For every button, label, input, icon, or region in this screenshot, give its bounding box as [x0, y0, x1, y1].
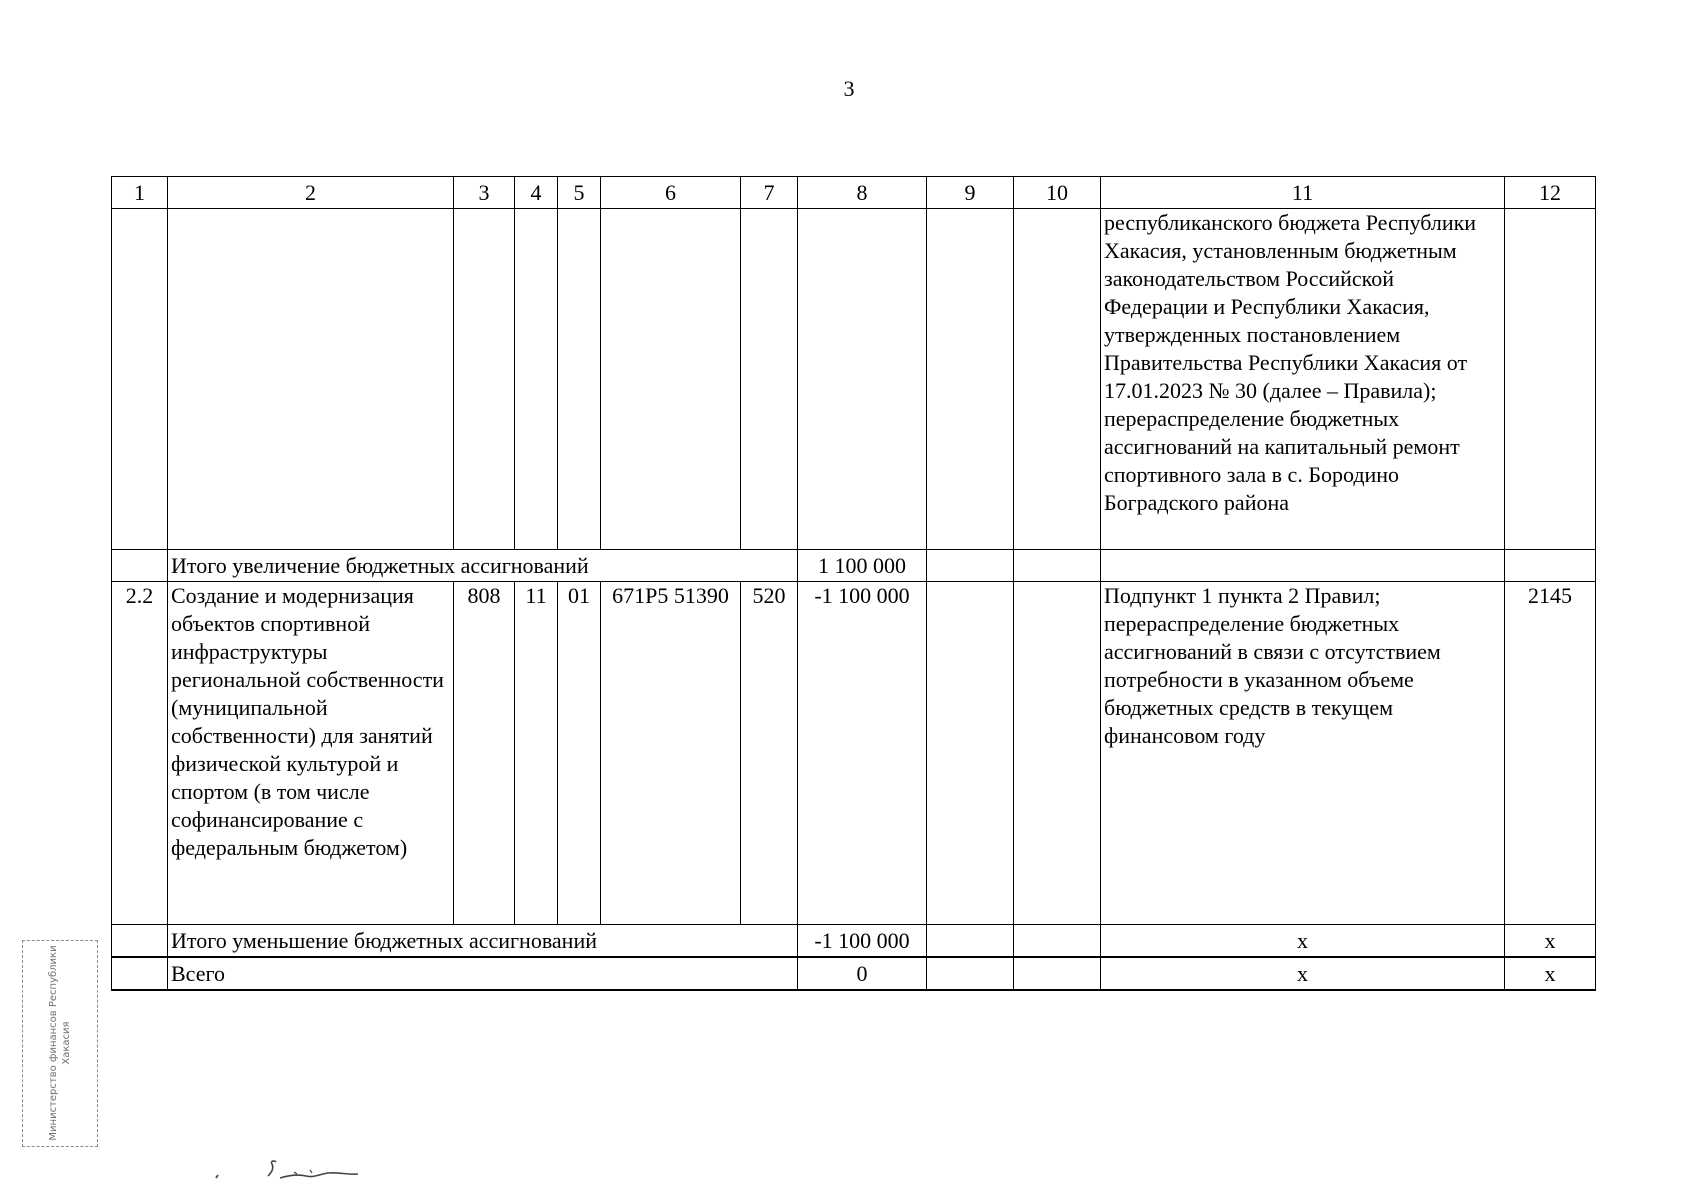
- table-cell: [927, 957, 1014, 990]
- cell-col7: 520: [741, 582, 798, 925]
- grand-total-label: Всего: [168, 957, 798, 990]
- column-header: 9: [927, 177, 1014, 209]
- column-header: 10: [1014, 177, 1101, 209]
- cell-col3: 808: [454, 582, 515, 925]
- table-row-grand-total: [112, 957, 1596, 990]
- column-header: 1: [112, 177, 168, 209]
- table-cell: [1505, 209, 1596, 550]
- table-cell: [601, 209, 741, 550]
- basis-text-continuation: республиканского бюджета Республики Хакасия, установленным бюджетным законодательством Российской Федерации и Республики Хакасия, утвержденных постановлением Правительства Республики Хакасия от 17.01.2023 № 30 (далее – Правила); перераспределение бюджетных ассигнований на капитальный ремонт спортивного зала в с. Бородино Боградского района: [1101, 209, 1505, 550]
- total-decrease-col12: x: [1505, 925, 1596, 958]
- table-row-total-increase: [112, 550, 1596, 582]
- column-header: 5: [558, 177, 601, 209]
- table-cell: [112, 209, 168, 550]
- table-cell: [112, 925, 168, 958]
- table-cell: [741, 209, 798, 550]
- table-cell: [112, 957, 168, 990]
- page-number: 3: [843, 76, 855, 101]
- table-cell: [1014, 925, 1101, 958]
- table-row-continuation: [112, 209, 1596, 550]
- basis-text: Подпункт 1 пункта 2 Правил; перераспределение бюджетных ассигнований в связи с отсутствием потребности в указанном объеме бюджетных средств в текущем финансовом году: [1101, 582, 1505, 925]
- column-header: 8: [798, 177, 927, 209]
- budget-allocation-table: [111, 176, 1596, 991]
- table-cell: [1505, 550, 1596, 582]
- table-cell: [1101, 550, 1505, 582]
- grand-total-col11: x: [1101, 957, 1505, 990]
- table-cell: [927, 925, 1014, 958]
- grand-total-amount: 0: [798, 957, 927, 990]
- stamp-text: Министерство финансов Республики Хакасия: [48, 945, 72, 1141]
- table-cell: [558, 209, 601, 550]
- table-cell: [112, 550, 168, 582]
- total-increase-amount: 1 100 000: [798, 550, 927, 582]
- signature-mark: [210, 1150, 450, 1186]
- table-cell: [1014, 209, 1101, 550]
- column-header: 11: [1101, 177, 1505, 209]
- table-cell: [1014, 550, 1101, 582]
- total-decrease-amount: -1 100 000: [798, 925, 927, 958]
- column-header: 2: [168, 177, 454, 209]
- table-row-total-decrease: [112, 925, 1596, 958]
- cell-col5: 01: [558, 582, 601, 925]
- total-decrease-col11: x: [1101, 925, 1505, 958]
- table-row-2-2: [112, 582, 1596, 925]
- grand-total-col12: x: [1505, 957, 1596, 990]
- table-cell: [927, 582, 1014, 925]
- table-cell: [927, 550, 1014, 582]
- expense-name: Создание и модернизация объектов спортивной инфраструктуры региональной собственности (муниципальной собственности) для занятий физической культурой и спортом (в том числе софинансирование с федеральным бюджетом): [168, 582, 454, 925]
- table-cell: [1014, 957, 1101, 990]
- total-increase-label: Итого увеличение бюджетных ассигнований: [168, 550, 798, 582]
- table-cell: [454, 209, 515, 550]
- table-cell: [1014, 582, 1101, 925]
- table-cell: [927, 209, 1014, 550]
- cell-code: 2145: [1505, 582, 1596, 925]
- table-cell: [168, 209, 454, 550]
- total-decrease-label: Итого уменьшение бюджетных ассигнований: [168, 925, 798, 958]
- row-number: 2.2: [112, 582, 168, 925]
- cell-col6: 671P5 51390: [601, 582, 741, 925]
- cell-amount: -1 100 000: [798, 582, 927, 925]
- table-cell: [515, 209, 558, 550]
- column-header: 4: [515, 177, 558, 209]
- column-header: 12: [1505, 177, 1596, 209]
- approval-stamp: [22, 940, 98, 1147]
- table-cell: [798, 209, 927, 550]
- cell-col4: 11: [515, 582, 558, 925]
- column-header: 3: [454, 177, 515, 209]
- column-header: 6: [601, 177, 741, 209]
- table-header-row: [112, 177, 1596, 209]
- column-header: 7: [741, 177, 798, 209]
